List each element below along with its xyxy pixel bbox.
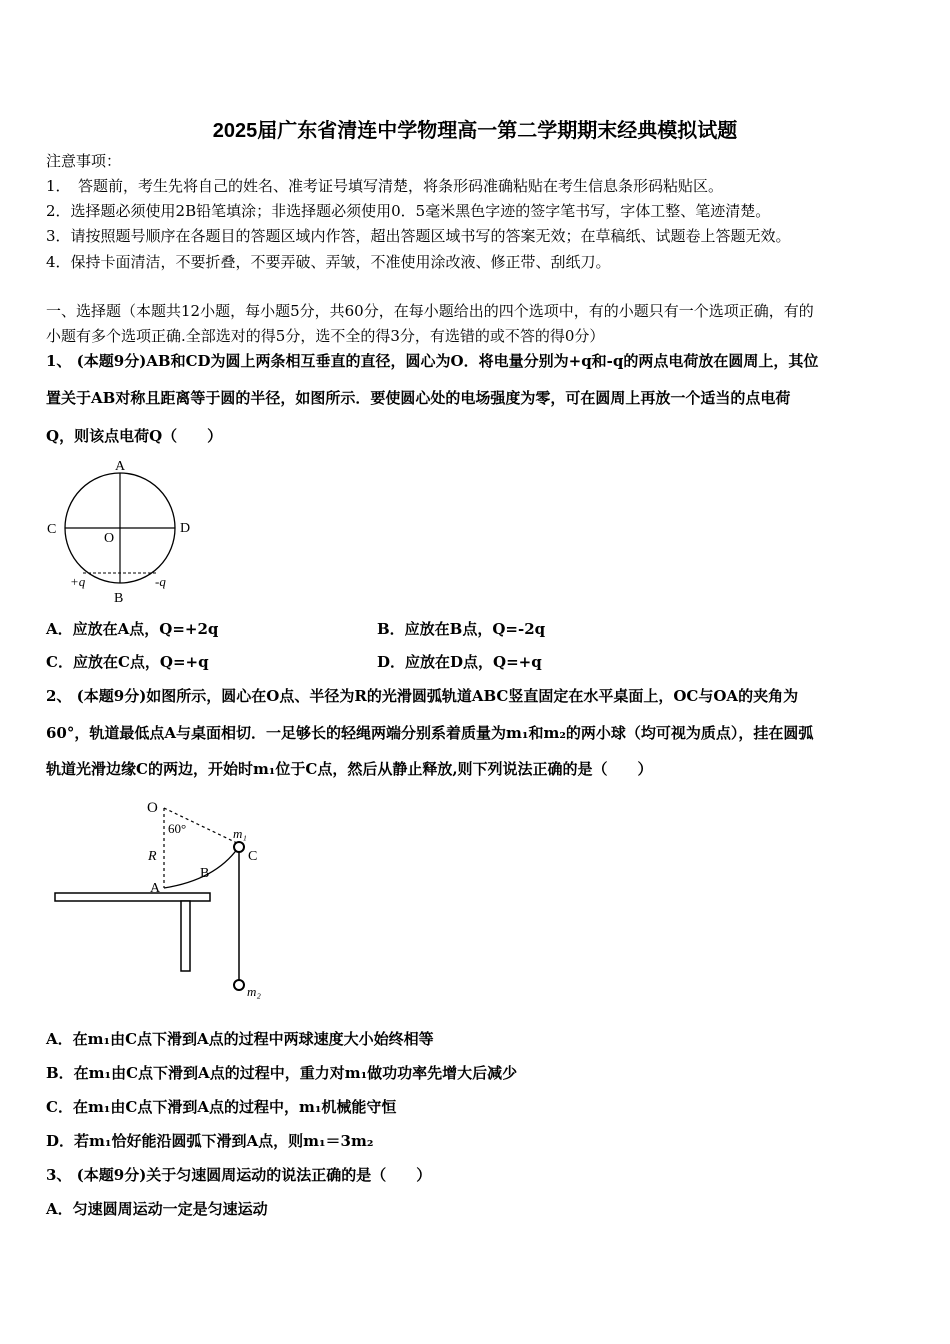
q3-option-a: A．匀速圆周运动一定是匀速运动 xyxy=(46,1200,268,1218)
notice-heading: 注意事项： xyxy=(46,152,122,170)
q2-track-diagram xyxy=(0,790,300,1005)
label-angle: 60° xyxy=(168,821,187,836)
label-m2: m₂ xyxy=(247,984,261,999)
q2-option-c: C．在m₁由C点下滑到A点的过程中，m₁机械能守恒 xyxy=(46,1098,397,1116)
label-minus-q: -q xyxy=(155,574,166,589)
q1-stem: Q，则该点电荷Q（ ） xyxy=(46,427,223,445)
q1-option-d: D．应放在D点，Q=+q xyxy=(377,653,542,671)
q2-option-d: D．若m₁恰好能沿圆弧下滑到A点，则m₁＝3m₂ xyxy=(46,1132,374,1150)
label-A: A xyxy=(150,881,161,896)
label-O: O xyxy=(147,800,158,816)
section-heading: 一、选择题（本题共12小题，每小题5分，共60分，在每小题给出的四个选项中，有的小题只有一个选项正确，有的 xyxy=(46,302,814,320)
q1-stem: 置关于AB对称且距离等于圆的半径，如图所示．要使圆心处的电场强度为零，可在圆周上再放一个适当的点电荷 xyxy=(46,389,791,407)
q1-option-a: A．应放在A点，Q=+2q xyxy=(46,620,219,638)
label-C: C xyxy=(248,849,258,864)
label-plus-q: +q xyxy=(70,574,86,589)
notice-item: 2．选择题必须使用2B铅笔填涂；非选择题必须使用0．5毫米黑色字迹的签字笔书写，字体工整、笔迹清楚。 xyxy=(46,202,771,220)
label-B: B xyxy=(200,866,210,881)
q2-stem: 60°，轨道最低点A与桌面相切．一足够长的轻绳两端分别系着质量为m₁和m₂的两小球（均可视为质点），挂在圆弧 xyxy=(46,724,814,742)
q2-stem: 2、 (本题9分)如图所示，圆心在O点、半径为R的光滑圆弧轨道ABC竖直固定在水平桌面上，OC与OA的夹角为 xyxy=(46,687,799,705)
q1-option-c: C．应放在C点，Q=+q xyxy=(46,653,209,671)
label-R: R xyxy=(148,849,157,864)
label-A: A xyxy=(115,459,126,474)
q2-option-b: B．在m₁由C点下滑到A点的过程中，重力对m₁做功功率先增大后减少 xyxy=(46,1064,518,1082)
notice-item: 1． 答题前，考生先将自己的姓名、准考证号填写清楚，将条形码准确粘贴在考生信息条形码粘贴区。 xyxy=(46,177,724,195)
notice-item: 3．请按照题号顺序在各题目的答题区域内作答，超出答题区域书写的答案无效；在草稿纸、试题卷上答题无效。 xyxy=(46,227,791,245)
notice-item: 4．保持卡面清洁，不要折叠，不要弄破、弄皱，不准使用涂改液、修正带、刮纸刀。 xyxy=(46,253,611,271)
label-D: D xyxy=(180,521,191,536)
q3-stem: 3、 (本题9分)关于匀速圆周运动的说法正确的是（ ） xyxy=(46,1166,432,1184)
label-C: C xyxy=(47,522,57,537)
q1-option-b: B．应放在B点，Q=-2q xyxy=(377,620,546,638)
q1-circle-diagram xyxy=(0,450,220,610)
section-heading: 小题有多个选项正确.全部选对的得5分，选不全的得3分，有选错的或不答的得0分） xyxy=(46,327,605,345)
label-m1: m₁ xyxy=(233,826,247,841)
label-B: B xyxy=(114,591,124,606)
q2-option-a: A．在m₁由C点下滑到A点的过程中两球速度大小始终相等 xyxy=(46,1030,434,1048)
q1-stem: 1、 (本题9分)AB和CD为圆上两条相互垂直的直径，圆心为O．将电量分别为+q和-q的两点电荷放在圆周上，其位 xyxy=(46,352,819,370)
label-O: O xyxy=(104,531,115,546)
q2-stem: 轨道光滑边缘C的两边，开始时m₁位于C点，然后从静止释放,则下列说法正确的是（ ） xyxy=(46,760,653,778)
page-title: 2025届广东省清连中学物理高一第二学期期末经典模拟试题 xyxy=(212,120,738,142)
